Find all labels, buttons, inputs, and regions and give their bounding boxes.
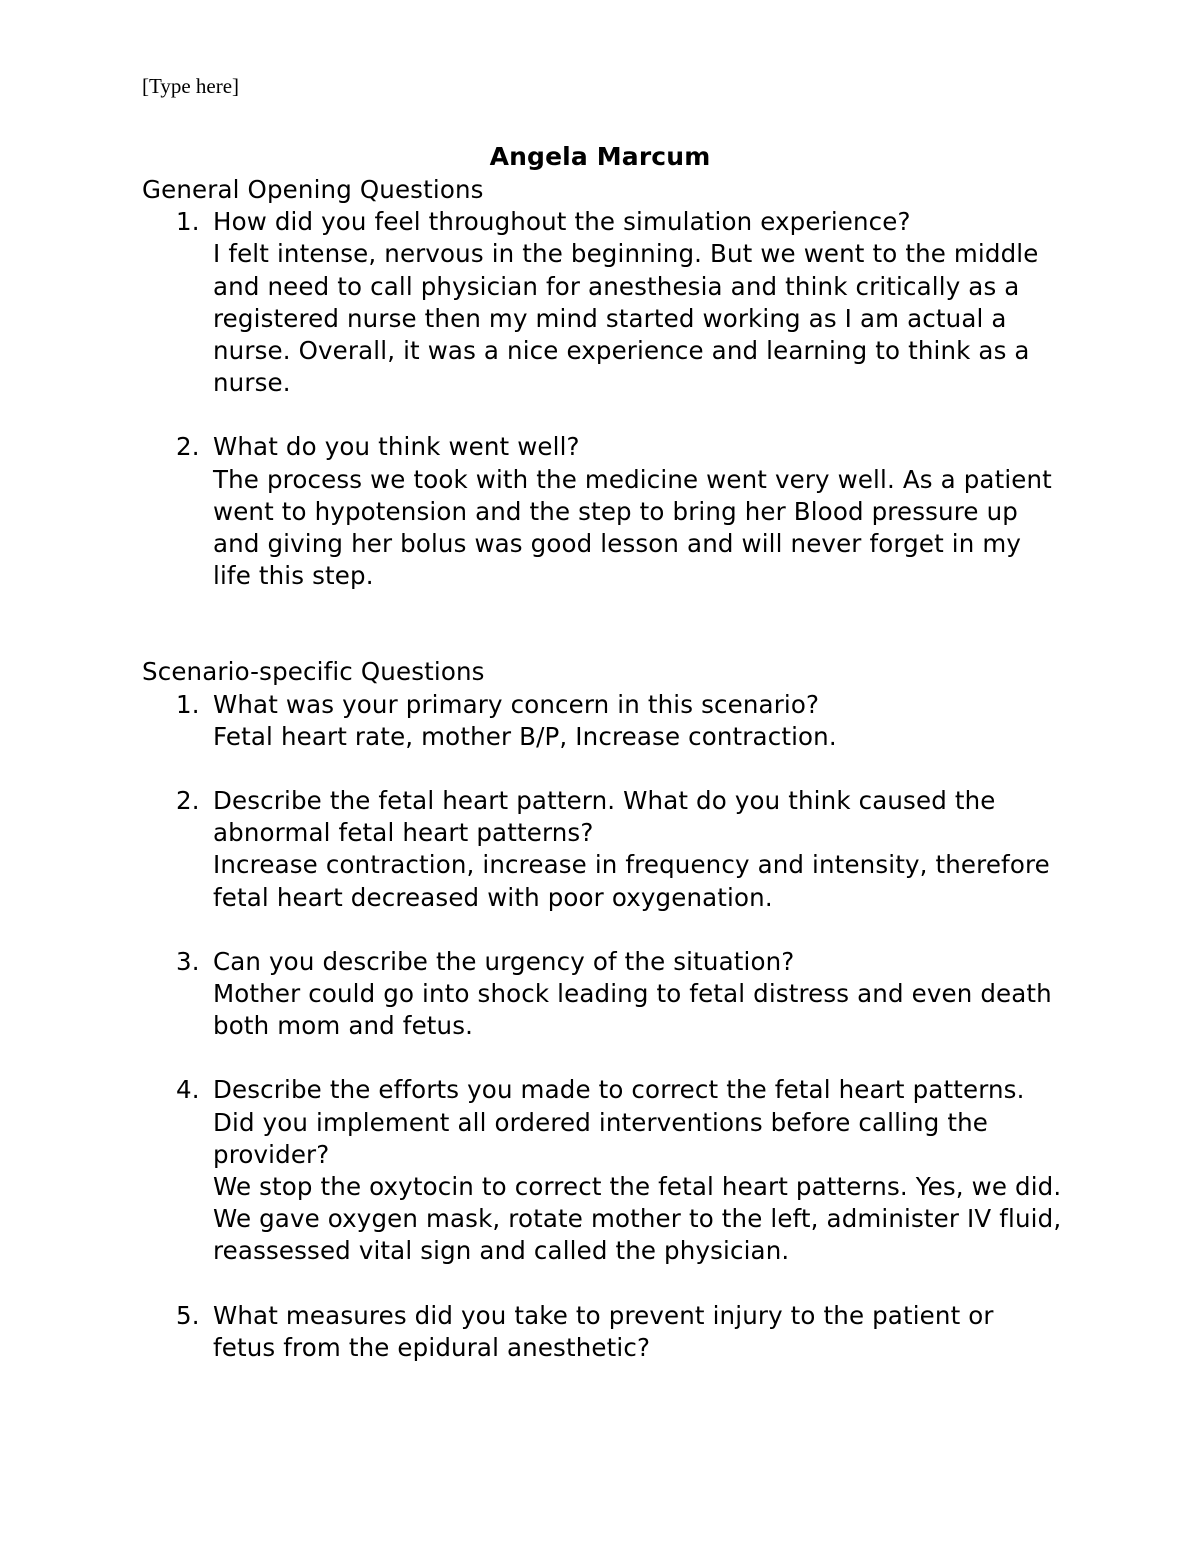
question-text: What was your primary concern in this scenario? <box>213 689 820 719</box>
item-number: 2. <box>176 432 200 462</box>
document-title: Angela Marcum <box>489 142 711 171</box>
list-item <box>142 689 1062 753</box>
question-text: Can you describe the urgency of the situation? <box>213 946 795 976</box>
answer-text: Fetal heart rate, mother B/P, Increase contraction. <box>213 721 837 751</box>
list-item <box>142 206 1062 399</box>
list-item <box>142 946 1062 1043</box>
blank-line <box>142 1268 1062 1300</box>
scenario-questions-list <box>142 689 1062 1364</box>
question-text: How did you feel throughout the simulation experience? <box>213 207 911 237</box>
item-number: 1. <box>176 207 200 237</box>
header-placeholder[interactable]: [Type here] <box>142 74 240 98</box>
item-number: 4. <box>176 1075 200 1105</box>
question-text: What do you think went well? <box>213 432 580 462</box>
question-text: What measures did you take to prevent injury to the patient or fetus from the epidural anesthetic? <box>213 1300 994 1362</box>
answer-text: I felt intense, nervous in the beginning. But we went to the middle and need to call physician for anesthesia and think critically as a registered nurse then my mind started working as I am actual a nurse. Overall, it was a nice experience and learning to think as a nurse. <box>213 239 1039 398</box>
list-item <box>142 431 1062 592</box>
answer-text: Mother could go into shock leading to fetal distress and even death both mom and fetus. <box>213 979 1052 1041</box>
item-number: 5. <box>176 1300 200 1330</box>
blank-line <box>142 753 1062 785</box>
blank-space <box>142 592 1062 656</box>
list-item <box>142 785 1062 914</box>
item-number: 1. <box>176 689 200 719</box>
general-questions-list <box>142 206 1062 592</box>
answer-text: We stop the oxytocin to correct the fetal heart patterns. Yes, we did. We gave oxygen mask, rotate mother to the left, administer IV fluid, reassessed vital sign and called the physician. <box>213 1172 1062 1266</box>
section-heading-scenario: Scenario-specific Questions <box>142 657 485 687</box>
answer-text: Increase contraction, increase in frequency and intensity, therefore fetal heart decreased with poor oxygenation. <box>213 850 1050 912</box>
blank-line <box>142 914 1062 946</box>
list-item <box>142 1074 1062 1267</box>
section-heading-general: General Opening Questions <box>142 175 484 204</box>
answer-text: The process we took with the medicine went very well. As a patient went to hypotension and the step to bring her Blood pressure up and giving her bolus was good lesson and will never forget in my life this step. <box>213 464 1052 591</box>
blank-line <box>142 399 1062 431</box>
list-item <box>142 1300 1062 1364</box>
question-text: Describe the efforts you made to correct the fetal heart patterns. Did you implement all ordered interventions before calling the provider? <box>213 1075 1025 1169</box>
item-number: 2. <box>176 786 200 816</box>
item-number: 3. <box>176 946 200 976</box>
question-text: Describe the fetal heart pattern. What do you think caused the abnormal fetal heart patterns? <box>213 786 996 848</box>
document-body <box>142 140 1062 1364</box>
blank-line <box>142 1042 1062 1074</box>
